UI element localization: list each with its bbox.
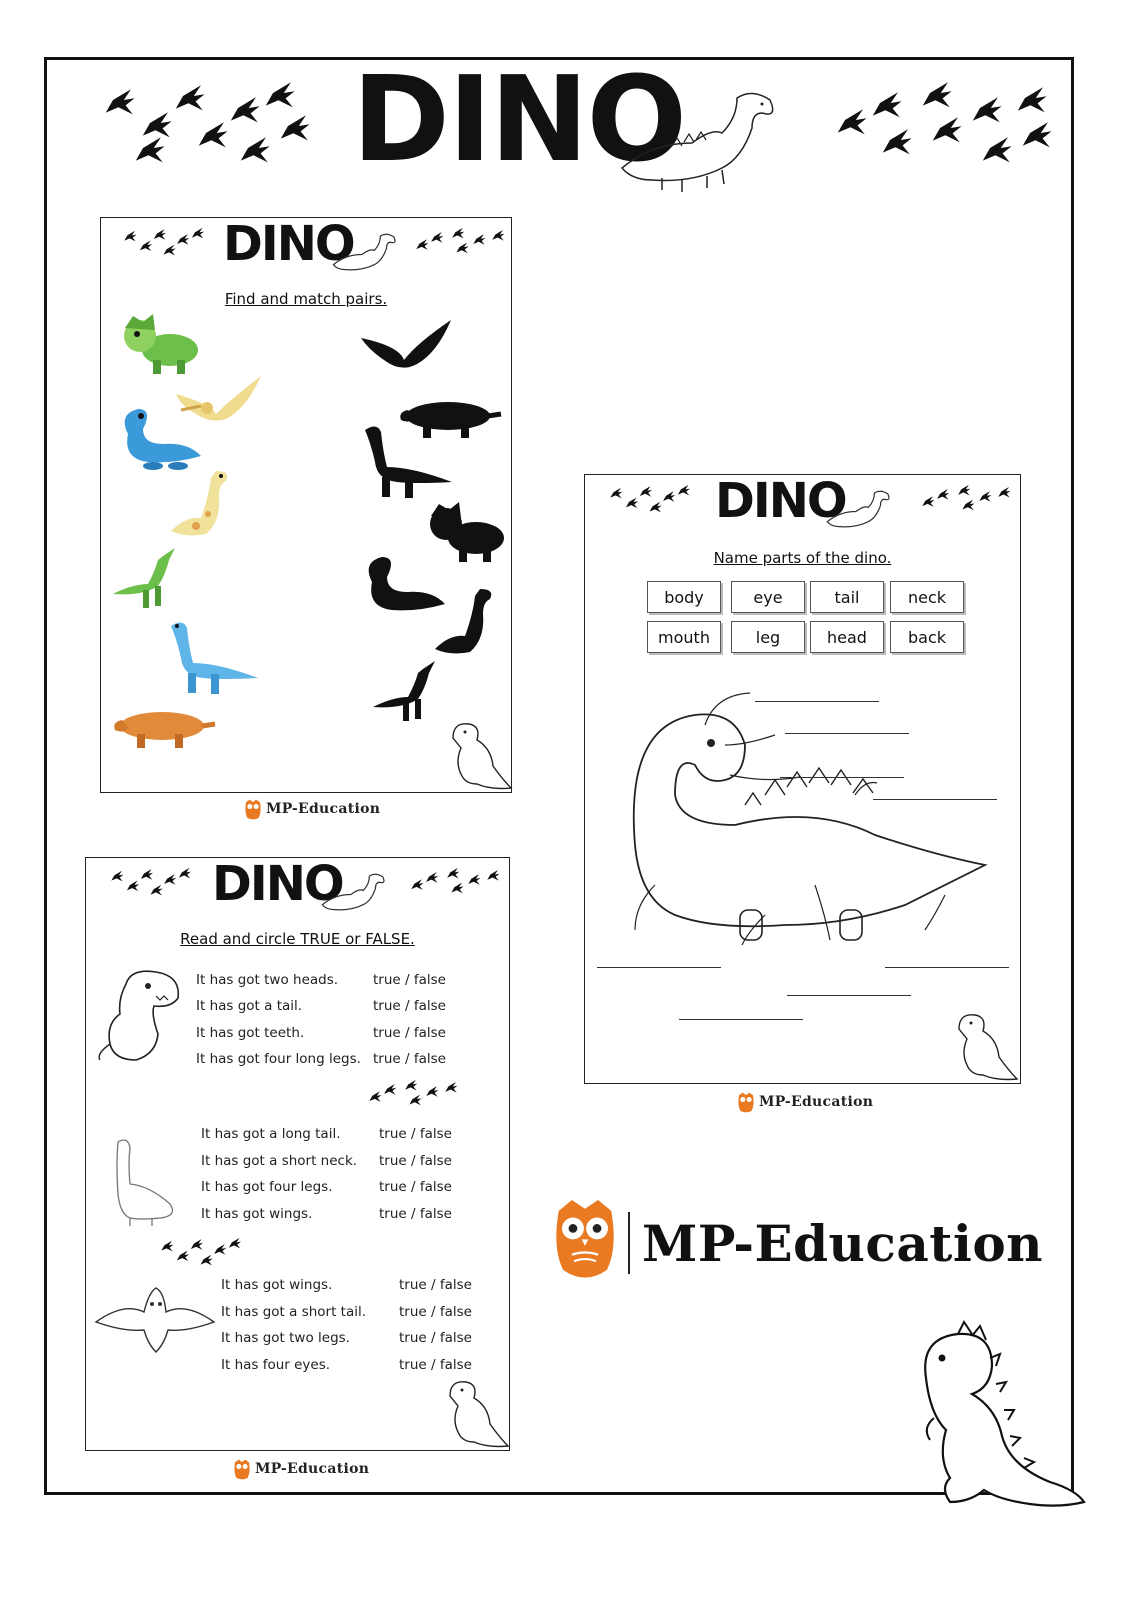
dinosaur-outline-icon (947, 1009, 1019, 1085)
dinosaur-outline-icon (900, 1318, 1088, 1514)
parasaurolophus-silhouette-icon (363, 654, 443, 734)
statement: It has got wings. (221, 1277, 333, 1293)
pterodactyl-outline-icon (94, 1282, 216, 1358)
word-box: eye (731, 581, 805, 613)
statement: It has got two heads. (196, 972, 339, 988)
footprints-icon (607, 483, 702, 519)
instruction: Read and circle TRUE or FALSE. (180, 930, 415, 948)
worksheet-match-pairs (100, 217, 512, 793)
answer-line (597, 967, 721, 968)
brachiosaurus-silhouette-icon (425, 584, 505, 664)
footprints-icon (408, 866, 503, 902)
true-false-choice[interactable]: true / false (399, 1304, 472, 1320)
owl-logo-icon (552, 1200, 618, 1282)
footprints-icon (98, 78, 323, 163)
word-box: head (810, 621, 884, 653)
brachiosaurus-silhouette-icon (357, 422, 457, 502)
true-false-choice[interactable]: true / false (399, 1330, 472, 1346)
sheet-title: DINO (212, 856, 343, 912)
footprints-icon (366, 1078, 461, 1114)
brachiosaurus-outline-icon (100, 1134, 186, 1228)
owl-logo-icon (232, 1459, 252, 1481)
true-false-choice[interactable]: true / false (379, 1153, 452, 1169)
footprints-icon (919, 483, 1014, 519)
triceratops-icon (115, 308, 205, 378)
true-false-choice[interactable]: true / false (373, 1051, 446, 1067)
dinosaur-outline-icon (823, 489, 893, 534)
brand-footer: MP-Education (266, 801, 381, 817)
statement: It has got wings. (201, 1206, 313, 1222)
statement: It has got a tail. (196, 998, 303, 1014)
t-rex-icon (96, 964, 186, 1068)
statement: It has got two legs. (221, 1330, 350, 1346)
footprints-icon (158, 1236, 253, 1272)
statement: It has got four long legs. (196, 1051, 361, 1067)
brachiosaurus-icon (161, 466, 241, 546)
answer-line (873, 799, 997, 800)
true-false-choice[interactable]: true / false (399, 1357, 472, 1373)
stegosaurus-diagram (615, 685, 1015, 945)
ankylosaurus-icon (107, 704, 217, 754)
owl-logo-icon (736, 1092, 756, 1114)
answer-line (780, 777, 904, 778)
dinosaur-outline-icon (438, 1376, 510, 1452)
plesiosaur-icon (113, 404, 208, 474)
true-false-choice[interactable]: true / false (399, 1277, 472, 1293)
dinosaur-outline-icon (441, 718, 513, 794)
brand-logo-text: MP-Education (642, 1214, 1044, 1273)
instruction: Name parts of the dino. (713, 549, 892, 567)
answer-line (787, 995, 911, 996)
owl-logo-icon (243, 799, 263, 821)
dinosaur-outline-icon (612, 88, 782, 198)
page-title: DINO (352, 50, 685, 188)
word-box: tail (810, 581, 884, 613)
word-box: back (890, 621, 964, 653)
word-box: leg (731, 621, 805, 653)
dinosaur-outline-icon (329, 232, 399, 277)
answer-line (679, 1019, 803, 1020)
true-false-choice[interactable]: true / false (379, 1179, 452, 1195)
statement: It has got a long tail. (201, 1126, 341, 1142)
sheet-title: DINO (715, 473, 846, 529)
true-false-choice[interactable]: true / false (373, 972, 446, 988)
word-box: body (647, 581, 721, 613)
true-false-choice[interactable]: true / false (373, 1025, 446, 1041)
word-box: mouth (647, 621, 721, 653)
dinosaur-outline-icon (318, 872, 388, 917)
footprints-icon (108, 866, 203, 902)
statement: It has got a short tail. (221, 1304, 367, 1320)
answer-line (755, 701, 879, 702)
footprints-icon (413, 226, 508, 262)
brand-divider (628, 1212, 630, 1274)
brachiosaurus-icon (163, 618, 263, 698)
instruction: Find and match pairs. (224, 290, 388, 308)
worksheet-name-parts (584, 474, 1021, 1084)
statement: It has got teeth. (196, 1025, 305, 1041)
sheet-title: DINO (223, 216, 354, 272)
brand-footer: MP-Education (255, 1461, 370, 1477)
brand-footer: MP-Education (759, 1094, 874, 1110)
statement: It has got four legs. (201, 1179, 333, 1195)
parasaurolophus-icon (103, 546, 183, 616)
pterodactyl-silhouette-icon (359, 318, 454, 378)
answer-line (785, 733, 909, 734)
answer-line (885, 967, 1009, 968)
true-false-choice[interactable]: true / false (373, 998, 446, 1014)
word-box: neck (890, 581, 964, 613)
statement: It has got a short neck. (201, 1153, 358, 1169)
true-false-choice[interactable]: true / false (379, 1126, 452, 1142)
footprints-icon (830, 78, 1055, 163)
true-false-choice[interactable]: true / false (379, 1206, 452, 1222)
worksheet-true-false (85, 857, 510, 1451)
footprints-icon (121, 226, 216, 262)
statement: It has four eyes. (221, 1357, 331, 1373)
